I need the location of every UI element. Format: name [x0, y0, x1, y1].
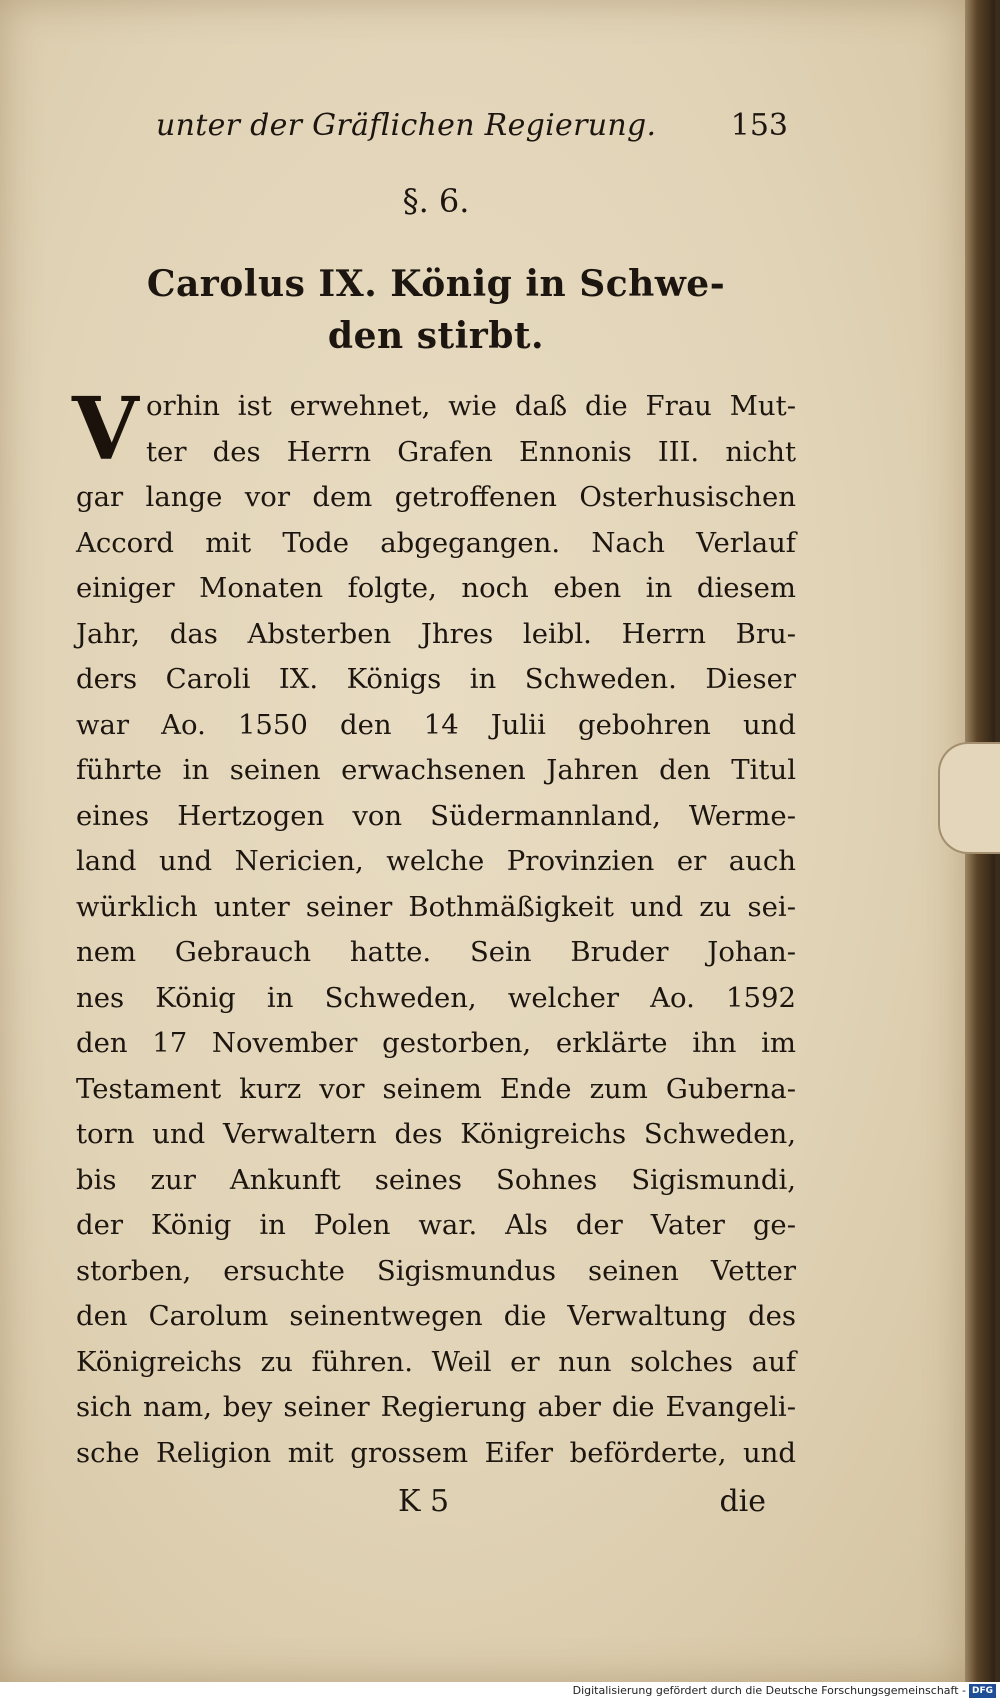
body-line: den 17 November gestorben, erklärte ihn im: [76, 1027, 796, 1059]
running-head: [76, 100, 796, 160]
body-line: führte in seinen erwachsenen Jahren den Titul: [76, 754, 796, 786]
body-line: nes König in Schweden, welcher Ao. 1592: [76, 981, 796, 1014]
running-title: unter der Gräflichen Regierung.: [156, 108, 657, 143]
body-line: Jahr, das Absterben Jhres leibl. Herrn Bru-: [76, 617, 796, 650]
body-line: eines Hertzogen von Südermannland, Werme-: [76, 799, 796, 832]
body-line: land und Nericien, welche Provinzien er auch: [76, 845, 796, 877]
body-line: ter des Herrn Grafen Ennonis III. nicht: [146, 435, 796, 468]
body-line: ders Caroli IX. Königs in Schweden. Dieser: [76, 663, 796, 695]
body-line: nem Gebrauch hatte. Sein Bruder Johan-: [76, 936, 796, 968]
digitization-credit: Digitalisierung gefördert durch die Deutsche Forschungsgemeinschaft -: [572, 1684, 966, 1697]
section-number: §. 6.: [402, 182, 470, 220]
signature-mark: K 5: [398, 1484, 450, 1519]
drop-cap-initial: V: [72, 379, 139, 480]
page-text-block: [72, 100, 796, 1532]
body-line: sche Religion mit grossem Eifer beförderte, und: [76, 1436, 796, 1469]
body-line: bis zur Ankunft seines Sohnes Sigismundi,: [76, 1163, 796, 1196]
digitization-credit-bar: [0, 1682, 1000, 1701]
heading-line: den stirbt.: [327, 315, 545, 357]
chapter-heading: [76, 258, 796, 362]
body-line: storben, ersuchte Sigismundus seinen Vetter: [76, 1254, 796, 1287]
body-text: [72, 379, 796, 1476]
body-line: war Ao. 1550 den 14 Julii gebohren und: [76, 708, 796, 741]
body-line: würklich unter seiner Bothmäßigkeit und zu sei-: [76, 890, 796, 923]
body-line: Testament kurz vor seinem Ende zum Guberna-: [76, 1072, 796, 1105]
catchword: die: [719, 1484, 766, 1519]
body-line: sich nam, bey seiner Regierung aber die Evangeli-: [76, 1391, 796, 1423]
body-line: torn und Verwaltern des Königreichs Schweden,: [76, 1118, 796, 1150]
body-line: gar lange vor dem getroffenen Osterhusischen: [76, 481, 796, 513]
heading-line: Carolus IX. König in Schwe-: [146, 263, 726, 305]
body-line: Königreichs zu führen. Weil er nun solches auf: [76, 1345, 796, 1378]
page-footer: [76, 1482, 796, 1532]
body-line: orhin ist erwehnet, wie daß die Frau Mut-: [146, 390, 796, 422]
body-line: den Carolum seinentwegen die Verwaltung des: [76, 1300, 796, 1332]
dfg-logo: DFG: [969, 1684, 996, 1698]
page-tab-marker: [938, 742, 1000, 854]
body-line: einiger Monaten folgte, noch eben in diesem: [76, 572, 796, 604]
page-number: 153: [730, 108, 788, 143]
body-line: der König in Polen war. Als der Vater ge-: [76, 1209, 796, 1241]
body-line: Accord mit Tode abgegangen. Nach Verlauf: [76, 526, 796, 559]
